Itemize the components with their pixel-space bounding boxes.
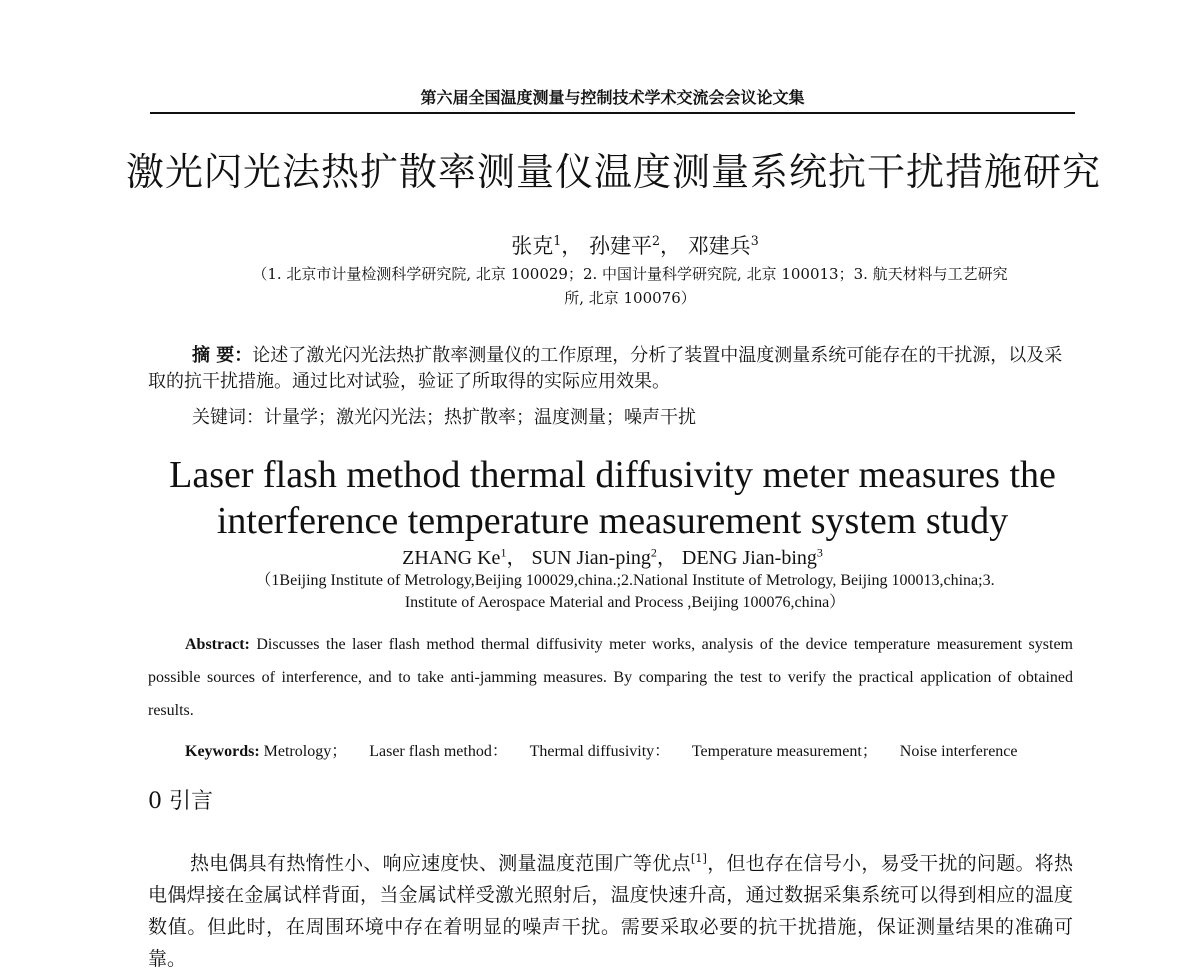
- author-affil-sup: 2: [651, 233, 660, 248]
- citation-ref: [1]: [690, 851, 707, 865]
- author-affil-sup: 1: [500, 545, 507, 560]
- affiliation-line: 所, 北京 100076）: [564, 289, 696, 307]
- author-en: SUN Jian-ping: [531, 547, 651, 569]
- author-affil-sup: 3: [816, 545, 823, 560]
- intro-paragraph: [148, 842, 1073, 975]
- authors-cn: 张克$^1$， 孙建平$^2$， 邓建兵$^3$: [511, 233, 759, 258]
- affiliation-line: Institute of Aerospace Material and Process ,Beijing 100076,china）: [404, 594, 846, 611]
- abstract-label-cn: 摘 要：: [192, 345, 253, 366]
- abstract-en: [148, 628, 1073, 727]
- author-cn: 孙建平: [588, 234, 652, 258]
- keywords-text-cn: 计量学；激光闪光法；热扩散率；温度测量；噪声干扰: [264, 407, 696, 428]
- abstract-text-en: Discusses the laser flash method thermal diffusivity meter works, analysis of the device temperature measurement system possible sources of interference, and to take anti-jamming measures. By comparing the test to verify the practical application of obtained results.: [148, 636, 1073, 719]
- section-heading: 0 引言: [148, 789, 213, 814]
- keyword-item: Thermal diffusivity：: [529, 743, 671, 760]
- keyword-item: Temperature measurement；: [691, 743, 878, 760]
- keyword-item: Noise interference: [899, 743, 1018, 760]
- running-header: 第六届全国温度测量与控制技术学术交流会会议论文集: [150, 86, 1075, 114]
- author-affil-sup: 2: [650, 545, 657, 560]
- author-cn: 张克: [511, 234, 554, 258]
- author-separator: ，: [656, 547, 677, 569]
- intro-text: ，但也存在信号小，易受干扰的问题。将热电偶焊接在金属试样背面，当金属试样受激光照射后，温度快速升高，通过数据采集系统可以得到相应的温度数值。但此时，在周围环境中存在着明显的噪声干扰。需要采取必要的抗干扰措施，保证测量结果的准确可靠。: [148, 852, 1073, 971]
- affiliations-cn: [180, 262, 1080, 310]
- author-affil-sup: 1: [553, 233, 562, 248]
- author-en: ZHANG Ke: [402, 547, 501, 569]
- keywords-cn: [192, 406, 1072, 430]
- keywords-label-cn: 关键词：: [192, 407, 264, 428]
- keyword-item: Laser flash method：: [369, 743, 508, 760]
- keywords-label-en: Keywords:: [185, 743, 260, 760]
- abstract-text-cn: 论述了激光闪光法热扩散率测量仪的工作原理，分析了装置中温度测量系统可能存在的干扰源，以及采取的抗干扰措施。通过比对试验，验证了所取得的实际应用效果。: [148, 345, 1063, 392]
- title-en-line: Laser flash method thermal diffusivity meter measures the: [169, 454, 1056, 496]
- affiliation-line: （1. 北京市计量检测科学研究院, 北京 100029；2. 中国计量科学研究院, 北京 100013；3. 航天材料与工艺研究: [252, 265, 1008, 283]
- intro-text: 热电偶具有热惰性小、响应速度快、测量温度范围广等优点: [190, 852, 691, 875]
- authors-en: [150, 541, 1075, 570]
- keyword-item: Metrology；: [263, 743, 348, 760]
- author-cn: 邓建兵: [687, 234, 751, 258]
- paper-title-en: [150, 452, 1075, 544]
- author-separator: ，: [506, 547, 527, 569]
- affiliations-en: [185, 570, 1065, 614]
- title-en-line: interference temperature measurement system study: [216, 500, 1009, 542]
- keywords-en: [185, 738, 1085, 761]
- abstract-cn: [148, 343, 1073, 395]
- author-en: DENG Jian-bing: [681, 547, 817, 569]
- author-affil-sup: 3: [750, 233, 759, 248]
- affiliation-line: （1Beijing Institute of Metrology,Beijing 100029,china.;2.National Institute of Metrology, Beijing 100013,china;3.: [255, 572, 995, 589]
- abstract-label-en: Abstract:: [185, 636, 250, 653]
- paper-title-cn: 激光闪光法热扩散率测量仪温度测量系统抗干扰措施研究: [125, 150, 1101, 194]
